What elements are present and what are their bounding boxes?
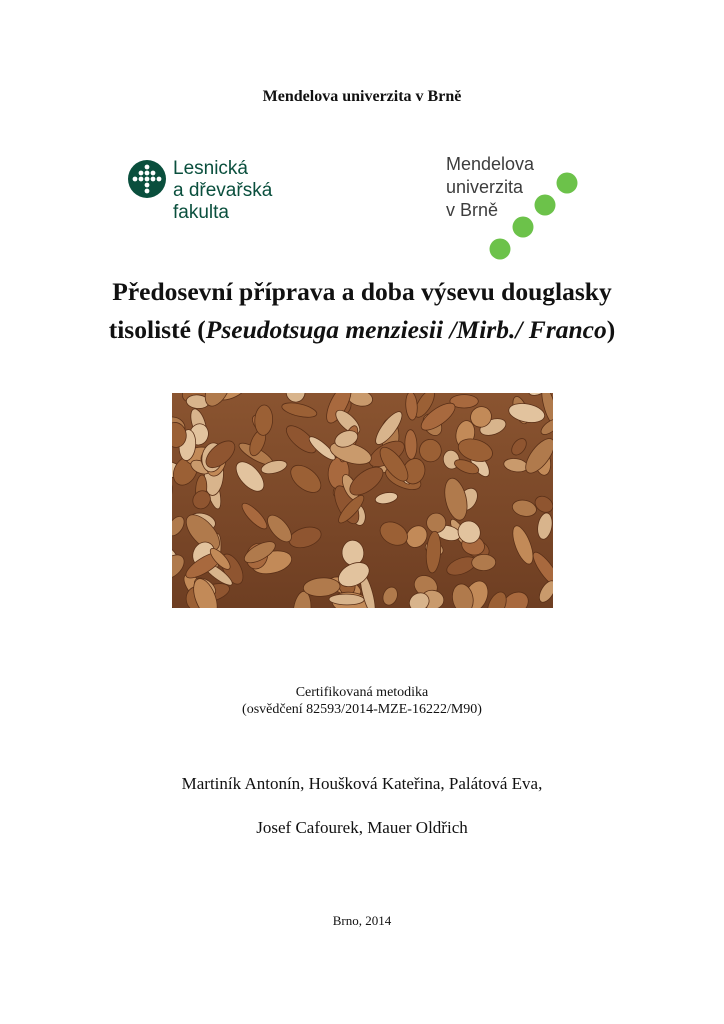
seed <box>329 594 364 605</box>
species-name: Pseudotsuga menziesii /Mirb./ Franco <box>205 315 607 344</box>
authors-line-2: Josef Cafourek, Mauer Oldřich <box>256 818 468 837</box>
methodology-label: Certifikovaná metodika <box>295 685 429 700</box>
mendel-name-line: univerzita <box>446 177 524 197</box>
authors-line-1: Martiník Antonín, Houšková Kateřina, Palátová Eva, <box>181 774 543 793</box>
faculty-name-line: a dřevařská <box>173 180 273 201</box>
mendel-university-logo <box>444 153 604 263</box>
document-type <box>0 684 724 718</box>
title-prefix: tisolisté ( <box>108 315 206 344</box>
mendel-name-line: v Brně <box>446 200 499 220</box>
title-line-2 <box>0 311 724 349</box>
faculty-name-line: Lesnická <box>173 158 248 179</box>
faculty-emblem-icon <box>128 160 166 198</box>
faculty-logo <box>128 158 328 238</box>
authors <box>0 762 724 850</box>
place-date: Brno, 2014 <box>332 913 392 928</box>
title-line-1: Předosevní příprava a doba výsevu douglasky <box>112 277 612 306</box>
title-suffix: ) <box>606 315 616 344</box>
certificate-number: (osvědčení 82593/2014-MZE-16222/M90) <box>242 702 482 717</box>
seed <box>471 554 496 571</box>
university-name: Mendelova univerzita v Brně <box>262 88 462 105</box>
seed <box>426 513 446 533</box>
faculty-name-line: fakulta <box>173 202 229 223</box>
document-title <box>0 273 724 349</box>
mendel-name-line: Mendelova <box>446 154 535 174</box>
faculty-name <box>173 158 272 224</box>
mendel-dots-icon <box>444 153 604 263</box>
seeds-photo <box>172 393 553 608</box>
